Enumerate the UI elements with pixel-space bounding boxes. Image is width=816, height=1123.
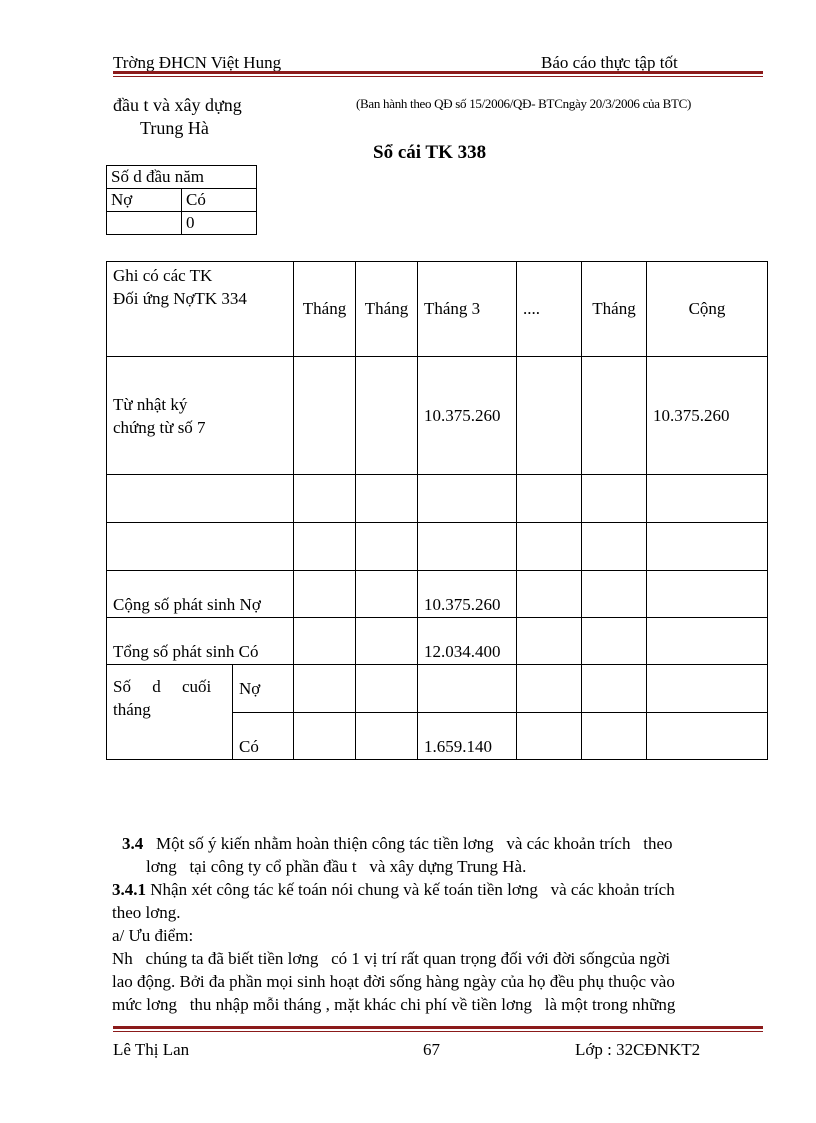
cell bbox=[294, 713, 356, 760]
cell bbox=[418, 523, 517, 571]
ledger-row-header bbox=[107, 262, 294, 357]
opening-credit-value: 0 bbox=[182, 212, 257, 235]
ledger-row-header-line2: Đối ứng NợTK 334 bbox=[113, 289, 247, 308]
table-row bbox=[107, 571, 768, 618]
closing-debit-row bbox=[107, 665, 768, 713]
cell: 10.375.260 bbox=[647, 357, 768, 475]
opening-debit-label: Nợ bbox=[107, 189, 182, 212]
cell bbox=[647, 523, 768, 571]
footer-rule bbox=[113, 1026, 763, 1029]
section-title-line2: lơng tại công ty cổ phần đầu t và xây dựng Trung Hà. bbox=[146, 857, 527, 876]
opening-credit-label: Có bbox=[182, 189, 257, 212]
cell: 1.659.140 bbox=[418, 713, 517, 760]
closing-label bbox=[107, 665, 233, 760]
cell bbox=[582, 665, 647, 713]
header-rule bbox=[113, 71, 763, 74]
cell bbox=[582, 713, 647, 760]
opening-debit-value bbox=[107, 212, 182, 235]
section-heading bbox=[112, 832, 758, 878]
footer-rule-thin bbox=[113, 1031, 763, 1032]
cell: 10.375.260 bbox=[418, 357, 517, 475]
cell bbox=[582, 523, 647, 571]
header-rule-thin bbox=[113, 76, 763, 77]
cell bbox=[582, 571, 647, 618]
cell bbox=[517, 618, 582, 665]
cell bbox=[647, 618, 768, 665]
subsection-heading bbox=[112, 878, 758, 1016]
section-number: 3.4 bbox=[122, 834, 144, 853]
cell bbox=[647, 475, 768, 523]
paragraph-line: lao động. Bởi đa phần mọi sinh hoạt đời sống hàng ngày của họ đều phụ thuộc vào bbox=[112, 972, 675, 991]
header-school: Trờng ĐHCN Việt Hung bbox=[113, 53, 282, 72]
col-header-ellipsis: .... bbox=[517, 262, 582, 357]
cell bbox=[418, 475, 517, 523]
row-label: Cộng số phát sinh Nợ bbox=[107, 571, 294, 618]
advantages-heading: a/ Ưu điểm: bbox=[112, 926, 194, 945]
table-row bbox=[107, 475, 768, 523]
header-report-title: Báo cáo thực tập tốt bbox=[541, 53, 678, 72]
subsection-number: 3.4.1 bbox=[112, 880, 146, 899]
closing-debit-label: Nợ bbox=[233, 665, 294, 713]
paragraph-line: mức lơng thu nhập mỗi tháng , mặt khác chi phí về tiền lơng là một trong những bbox=[112, 995, 676, 1014]
ledger-header-row bbox=[107, 262, 768, 357]
cell bbox=[356, 571, 418, 618]
cell bbox=[294, 523, 356, 571]
cell bbox=[517, 665, 582, 713]
col-header-month-3: Tháng 3 bbox=[418, 262, 517, 357]
ledger-title: Sổ cái TK 338 bbox=[373, 142, 487, 163]
cell bbox=[517, 523, 582, 571]
row-label-line2: chứng từ số 7 bbox=[113, 417, 206, 437]
cell bbox=[582, 618, 647, 665]
col-header-total: Cộng bbox=[647, 262, 768, 357]
table-row bbox=[107, 523, 768, 571]
cell bbox=[647, 571, 768, 618]
ledger-row-header-line1: Ghi có các TK bbox=[113, 266, 213, 285]
row-label bbox=[107, 475, 294, 523]
col-header-month-1: Tháng bbox=[294, 262, 356, 357]
cell bbox=[517, 713, 582, 760]
cell bbox=[356, 523, 418, 571]
cell bbox=[647, 665, 768, 713]
table-row bbox=[107, 357, 768, 475]
cell bbox=[294, 357, 356, 475]
paragraph-line: Nh chúng ta đã biết tiền lơng có 1 vị trí rất quan trọng đối với đời sốngcủa ngời bbox=[112, 949, 671, 968]
org-name-line2: Trung Hà bbox=[140, 118, 209, 138]
subsection-title-line2: theo lơng. bbox=[112, 903, 181, 922]
opening-balance-table bbox=[106, 165, 257, 235]
cell bbox=[517, 475, 582, 523]
ledger-table bbox=[106, 261, 768, 760]
cell bbox=[294, 571, 356, 618]
cell bbox=[356, 357, 418, 475]
row-label bbox=[107, 523, 294, 571]
row-label: Tổng số phát sinh Có bbox=[107, 618, 294, 665]
closing-label-line1: Số d cuối bbox=[113, 677, 212, 696]
subsection-title: Nhận xét công tác kế toán nói chung và kế toán tiền lơng và các khoản trích bbox=[150, 880, 675, 899]
cell bbox=[517, 357, 582, 475]
opening-balance-title: Số d đầu năm bbox=[107, 166, 257, 189]
cell bbox=[517, 571, 582, 618]
row-label bbox=[107, 357, 294, 475]
cell bbox=[582, 475, 647, 523]
decree-note: (Ban hành theo QĐ số 15/2006/QĐ- BTCngày 20/3/2006 của BTC) bbox=[356, 96, 692, 111]
footer-author: Lê Thị Lan bbox=[113, 1040, 190, 1059]
footer-page-number: 67 bbox=[423, 1040, 440, 1059]
col-header-month-n: Tháng bbox=[582, 262, 647, 357]
org-name-line1: đầu t và xây dựng bbox=[113, 95, 242, 115]
footer-class: Lớp : 32CĐNKT2 bbox=[575, 1040, 701, 1059]
cell bbox=[294, 475, 356, 523]
cell bbox=[356, 665, 418, 713]
cell: 10.375.260 bbox=[418, 571, 517, 618]
cell bbox=[294, 618, 356, 665]
cell bbox=[356, 713, 418, 760]
cell: 12.034.400 bbox=[418, 618, 517, 665]
row-label-line1: Từ nhật ký bbox=[113, 394, 188, 414]
cell bbox=[582, 357, 647, 475]
cell bbox=[356, 618, 418, 665]
section-title-line1: Một số ý kiến nhằm hoàn thiện công tác tiền lơng và các khoản trích theo bbox=[156, 834, 673, 853]
cell bbox=[647, 713, 768, 760]
cell bbox=[294, 665, 356, 713]
cell bbox=[356, 475, 418, 523]
closing-label-line2: tháng bbox=[113, 700, 151, 719]
table-row bbox=[107, 618, 768, 665]
closing-credit-label: Có bbox=[233, 713, 294, 760]
cell bbox=[418, 665, 517, 713]
col-header-month-2: Tháng bbox=[356, 262, 418, 357]
